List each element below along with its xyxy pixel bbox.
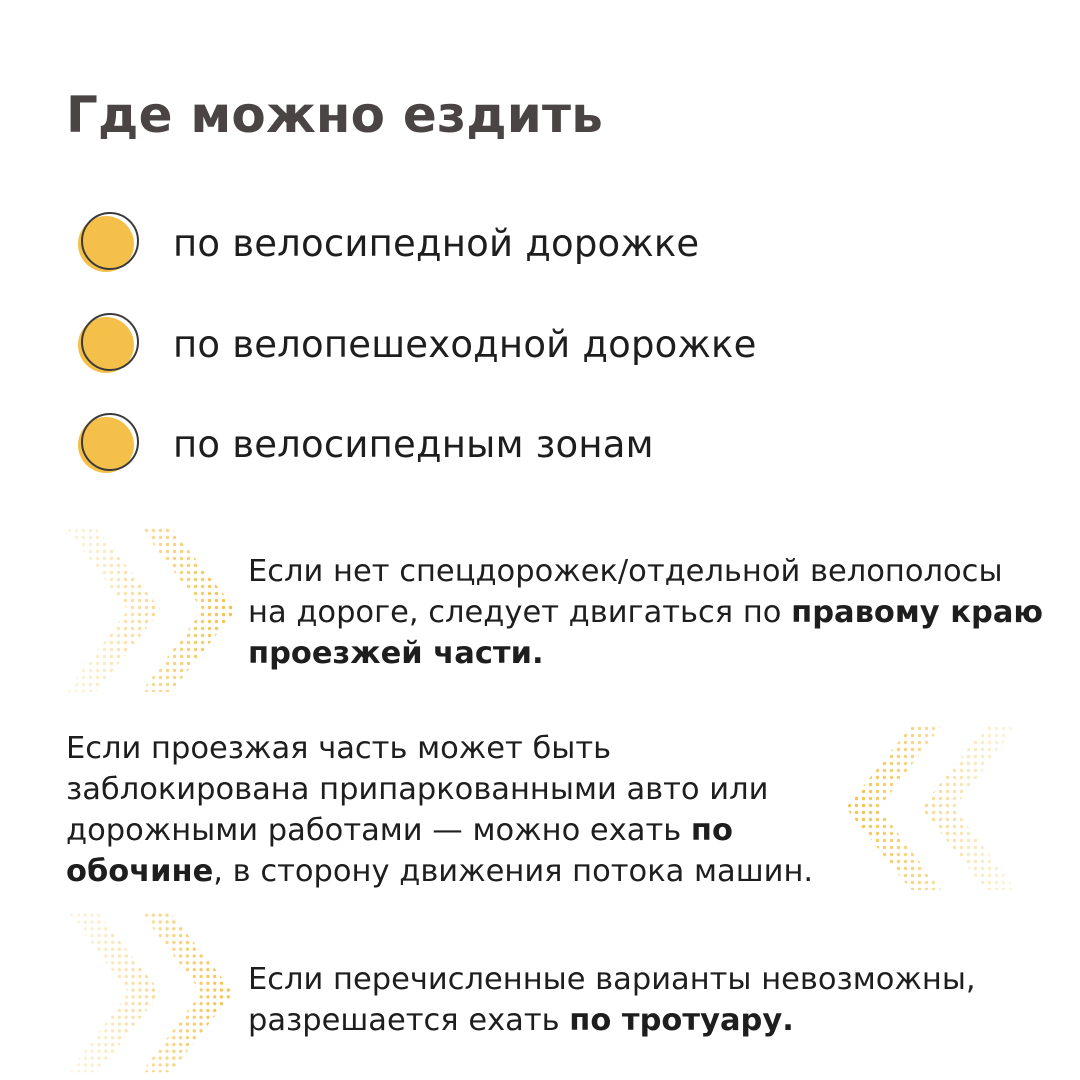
info-text-sidewalk <box>248 959 1048 1041</box>
info-text-normal: Если проезжая часть может быть заблокирована припаркованными авто или дорожными работами — можно ехать <box>66 731 769 848</box>
bullet-item <box>76 413 696 479</box>
info-text-bold: правому краю проезжей части. <box>248 595 1044 671</box>
info-text-shoulder <box>66 728 836 892</box>
bullet-label: по велосипедным зонам <box>173 423 654 466</box>
yellow-circle-icon <box>76 313 142 379</box>
bullet-label: по велосипедной дорожке <box>173 222 700 265</box>
double-chevron-right-icon <box>66 905 236 1080</box>
double-chevron-left-icon <box>846 718 1016 898</box>
double-chevron-right-icon <box>66 520 236 700</box>
info-text-normal: Если нет спецдорожек/отдельной велополосы на дороге, следует двигаться по <box>248 554 1003 630</box>
bullet-item <box>76 313 757 379</box>
info-text-normal: Если перечисленные варианты невозможны, разрешается ехать <box>248 962 976 1038</box>
info-text-bold: по обочине <box>66 813 733 889</box>
info-text-right-edge <box>248 551 1048 674</box>
bullet-item <box>76 212 700 278</box>
page-title: Где можно ездить <box>66 86 604 144</box>
info-text-tail: , в сторону движения потока машин. <box>213 854 814 889</box>
yellow-circle-icon <box>76 413 142 479</box>
yellow-circle-icon <box>76 212 142 278</box>
info-text-bold: по тротуару. <box>569 1003 794 1038</box>
bullet-label: по велопешеходной дорожке <box>173 323 757 366</box>
